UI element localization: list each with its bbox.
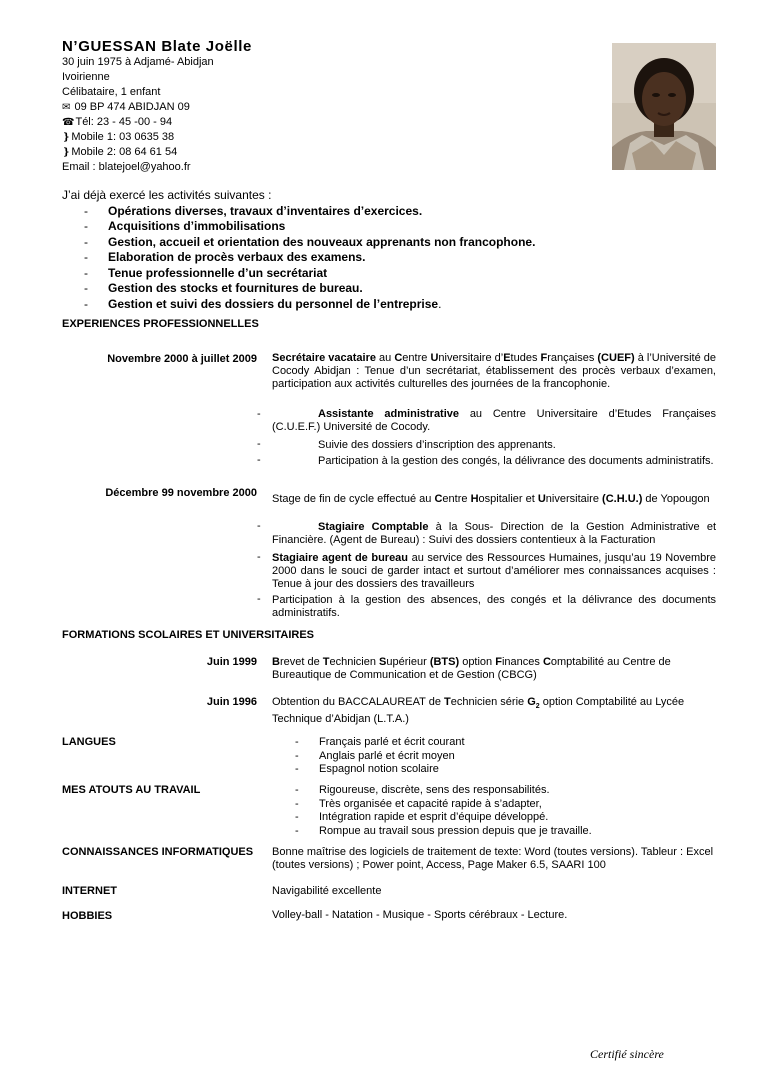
- activity-item: - Gestion des stocks et fournitures de bureau.: [62, 281, 535, 297]
- language-item: - Espagnol notion scolaire: [295, 763, 465, 777]
- edu-bts: Brevet de Technicien Supérieur (BTS) option Finances Comptabilité au Centre de Bureautique de Communication et de Gestion (CBCG): [272, 656, 671, 681]
- hobbies-title: HOBBIES: [62, 910, 113, 922]
- marital-status: Célibataire, 1 enfant: [62, 86, 161, 98]
- portrait-image: [612, 43, 716, 170]
- candidate-name: N’GUESSAN Blate Joëlle: [62, 38, 252, 55]
- period-2: Décembre 99 novembre 2000: [105, 487, 257, 499]
- mobile1-line: [62, 130, 214, 145]
- internship: Stage de fin de cycle effectué au Centre Hospitalier et Universitaire (C.H.U.) de Yopougon: [272, 493, 710, 505]
- languages-title: LANGUES: [62, 736, 116, 748]
- internet-title: INTERNET: [62, 885, 117, 897]
- asset-item: - Rompue au travail sous pression depuis que je travaille.: [295, 825, 592, 839]
- mobile-1: Mobile 1: 03 0635 38: [71, 131, 175, 143]
- job-4-task: Participation à la gestion des absences, des congés et la délivrance des documents administratifs.: [272, 594, 716, 619]
- certified-signature: Certifié sincère: [590, 1047, 664, 1061]
- job-1: Secrétaire vacataire au Centre Universitaire d’Etudes Françaises (CUEF) à l’Université de Cocody Abidjan : Tenue d’un secrétariat, établissement des procès verbaux d’examen, participation aux activités culturelles des journées de la francophonie.: [272, 352, 716, 390]
- nationality: Ivoirienne: [62, 71, 110, 83]
- activity-item: - Opérations diverses, travaux d’inventaires d’exercices.: [62, 204, 535, 220]
- languages-list: [295, 736, 465, 777]
- edu-date-2: Juin 1996: [206, 696, 257, 708]
- asset-item: - Très organisée et capacité rapide à s’adapter,: [295, 798, 592, 812]
- activity-item: - Gestion et suivi des dossiers du personnel de l’entreprise.: [62, 297, 535, 313]
- assets-list: [295, 784, 592, 838]
- activities-list: [62, 204, 535, 313]
- asset-item: - Intégration rapide et esprit d’équipe développé.: [295, 811, 592, 825]
- it-text: Bonne maîtrise des logiciels de traitement de texte: Word (toutes versions). Tableur : Excel (toutes versions) ; Power point, Access, Page Maker 6.5, SAARI 100: [272, 846, 714, 871]
- profile-photo: [612, 43, 716, 170]
- activities-lead: J’ai déjà exercé les activités suivantes :: [62, 188, 272, 202]
- language-item: - Français parlé et écrit courant: [295, 736, 465, 750]
- activity-item: - Gestion, accueil et orientation des nouveaux apprenants non francophone.: [62, 235, 535, 251]
- email: Email : blatejoel@yahoo.fr: [62, 161, 191, 173]
- edu-date-1: Juin 1999: [206, 656, 257, 668]
- mobile-phone-icon: ❵: [62, 147, 71, 158]
- experience-title: EXPERIENCES PROFESSIONNELLES: [62, 318, 259, 330]
- it-title: CONNAISSANCES INFORMATIQUES: [62, 846, 254, 858]
- job-2-task-2: Participation à la gestion des congés, la délivrance des documents administratifs.: [318, 455, 714, 467]
- mobile-phone-icon: ❵: [62, 132, 71, 143]
- job-2-task-1: Suivie des dossiers d’inscription des apprenants.: [318, 439, 556, 451]
- mobile2-line: [62, 145, 214, 160]
- activity-item: - Acquisitions d’immobilisations: [62, 219, 535, 235]
- education-title: FORMATIONS SCOLAIRES ET UNIVERSITAIRES: [62, 629, 314, 641]
- assets-title: MES ATOUTS AU TRAVAIL: [62, 784, 201, 796]
- activity-item: - Tenue professionnelle d’un secrétariat: [62, 266, 535, 282]
- address: 09 BP 474 ABIDJAN 09: [74, 101, 190, 113]
- contact-block: [62, 55, 214, 175]
- job-4: Stagiaire agent de bureau au service des Ressources Humaines, jusqu’au 19 Novembre 2000 dans le souci de garder intact et surtout d’améliorer mes connaissances acquises : Tenue à jour des dossiers des travailleurs: [272, 552, 717, 590]
- activities-section: [62, 188, 535, 312]
- phone: Tél: 23 - 45 -00 - 94: [75, 116, 173, 128]
- address-line: [62, 100, 214, 115]
- job-3: Stagiaire Comptable à la Sous- Direction de la Gestion Administrative et Financière. (Agent de Bureau) : Suivi des dossiers contentieux à la Facturation: [272, 521, 717, 546]
- birth-info: 30 juin 1975 à Adjamé- Abidjan: [62, 56, 214, 68]
- edu-bac: Obtention du BACCALAUREAT de Technicien série $G_2$ option Comptabilité au Lycée Technique d’Abidjan (L.T.A.): [272, 696, 685, 726]
- hobbies-text: Volley-ball - Natation - Musique - Sports cérébraux - Lecture.: [272, 909, 568, 921]
- internet-text: Navigabilité excellente: [272, 885, 382, 897]
- period-1: Novembre 2000 à juillet 2009: [107, 353, 257, 365]
- mailbox-icon: ✉: [62, 102, 71, 113]
- job-2: Assistante administrative au Centre Universitaire d’Etudes Françaises (C.U.E.F.) Université de Cocody.: [272, 408, 716, 433]
- telephone-icon: ☎: [62, 117, 75, 128]
- phone-line: [62, 115, 214, 130]
- mobile-2: Mobile 2: 08 64 61 54: [71, 146, 178, 158]
- language-item: - Anglais parlé et écrit moyen: [295, 750, 465, 764]
- asset-item: - Rigoureuse, discrète, sens des responsabilités.: [295, 784, 592, 798]
- activity-item: - Elaboration de procès verbaux des examens.: [62, 250, 535, 266]
